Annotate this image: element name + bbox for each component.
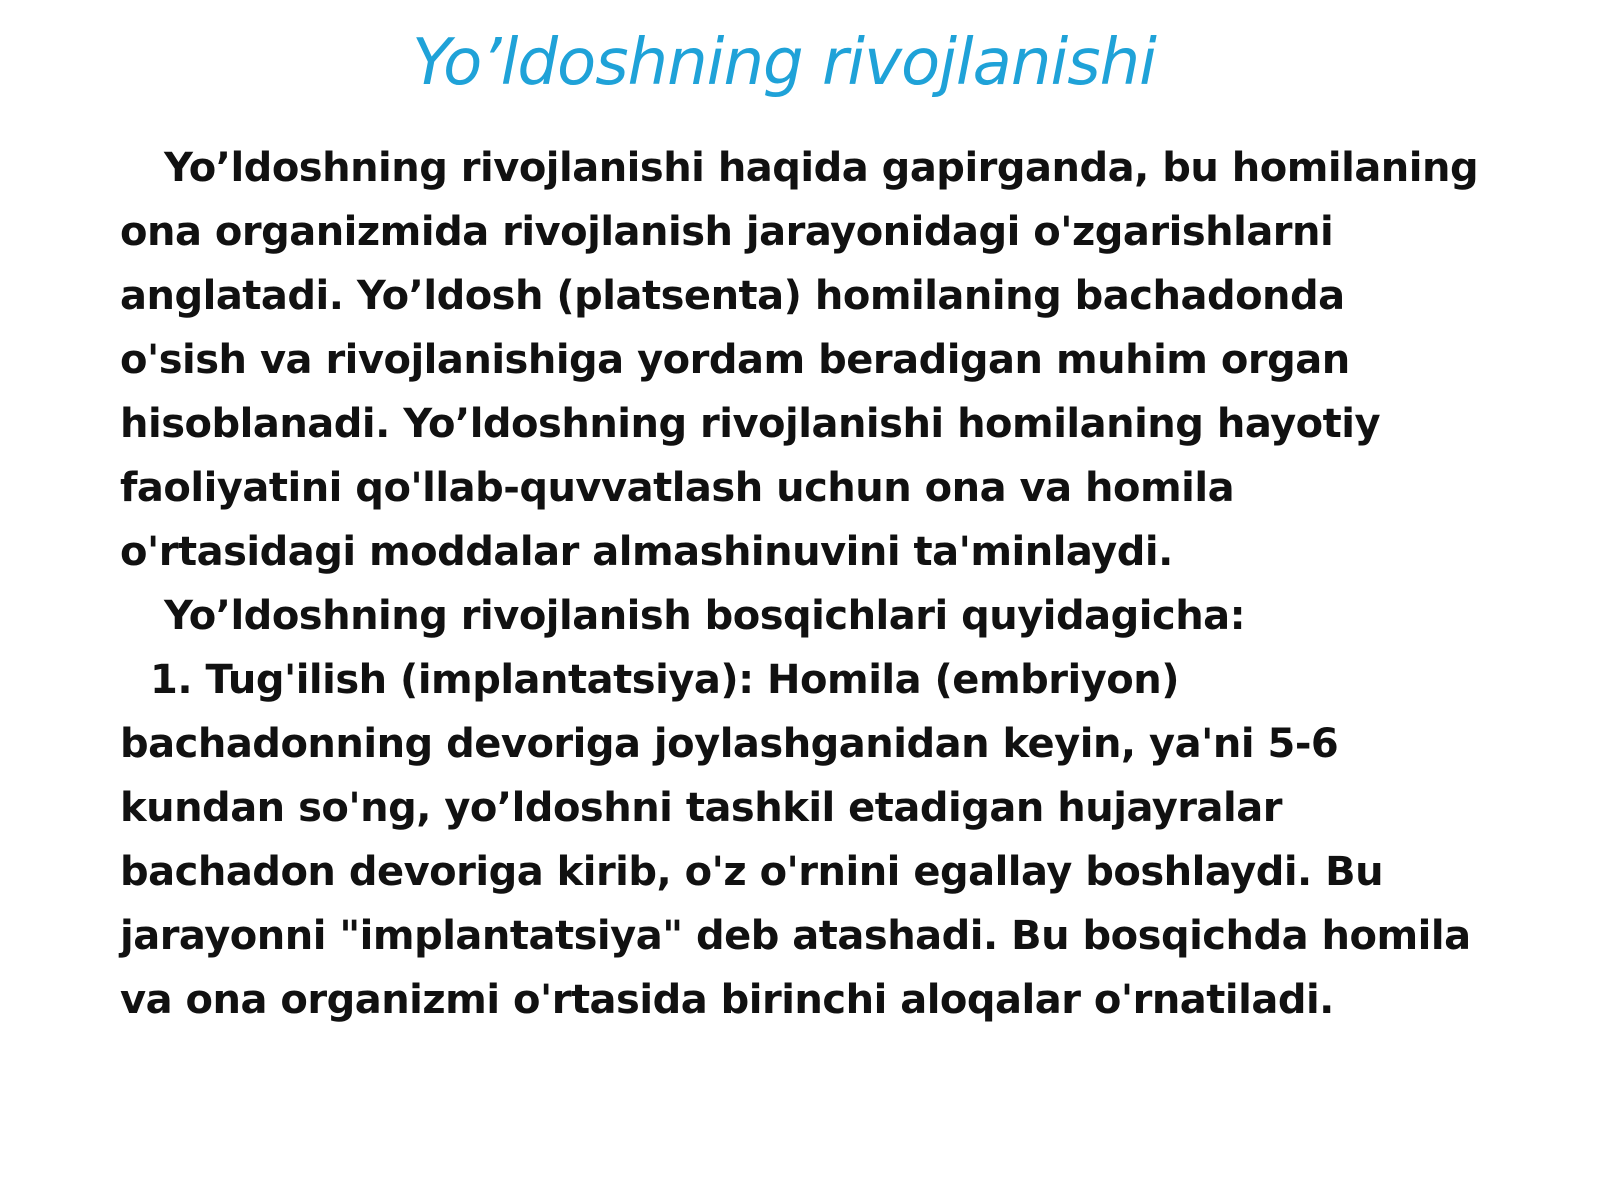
stages-heading: Yo’ldoshning rivojlanish bosqichlari quyidagicha: — [164, 593, 1246, 639]
intro-paragraph: Yo’ldoshning rivojlanishi haqida gapirganda, bu homilaning ona organizmida rivojlanish jarayonidagi o'zgarishlarni anglatadi. Yo’ldosh (platsenta) homilaning bachadonda o'sish va rivojlanishiga yordam beradigan muhim organ hisoblanadi. Yo’ldoshning rivojlanishi homilaning hayotiy faoliyatini qo'llab-quvvatlash uchun ona va homila o'rtasidagi moddalar almashinuvini ta'minlaydi. — [120, 145, 1479, 575]
slide-body — [120, 136, 1480, 1032]
stage-1-list-item: 1. Tug'ilish (implantatsiya): Homila (embriyon) bachadonning devoriga joylashganidan keyin, ya'ni 5-6 kundan so'ng, yo’ldoshni tashkil etadigan hujayralar bachadon devoriga kirib, o'z o'rnini egallay boshlaydi. Bu jarayonni "implantatsiya" deb atashadi. Bu bosqichda homila va ona organizmi o'rtasida birinchi aloqalar o'rnatiladi. — [120, 657, 1471, 1023]
slide-title: Yo’ldoshning rivojlanishi — [412, 26, 1156, 100]
